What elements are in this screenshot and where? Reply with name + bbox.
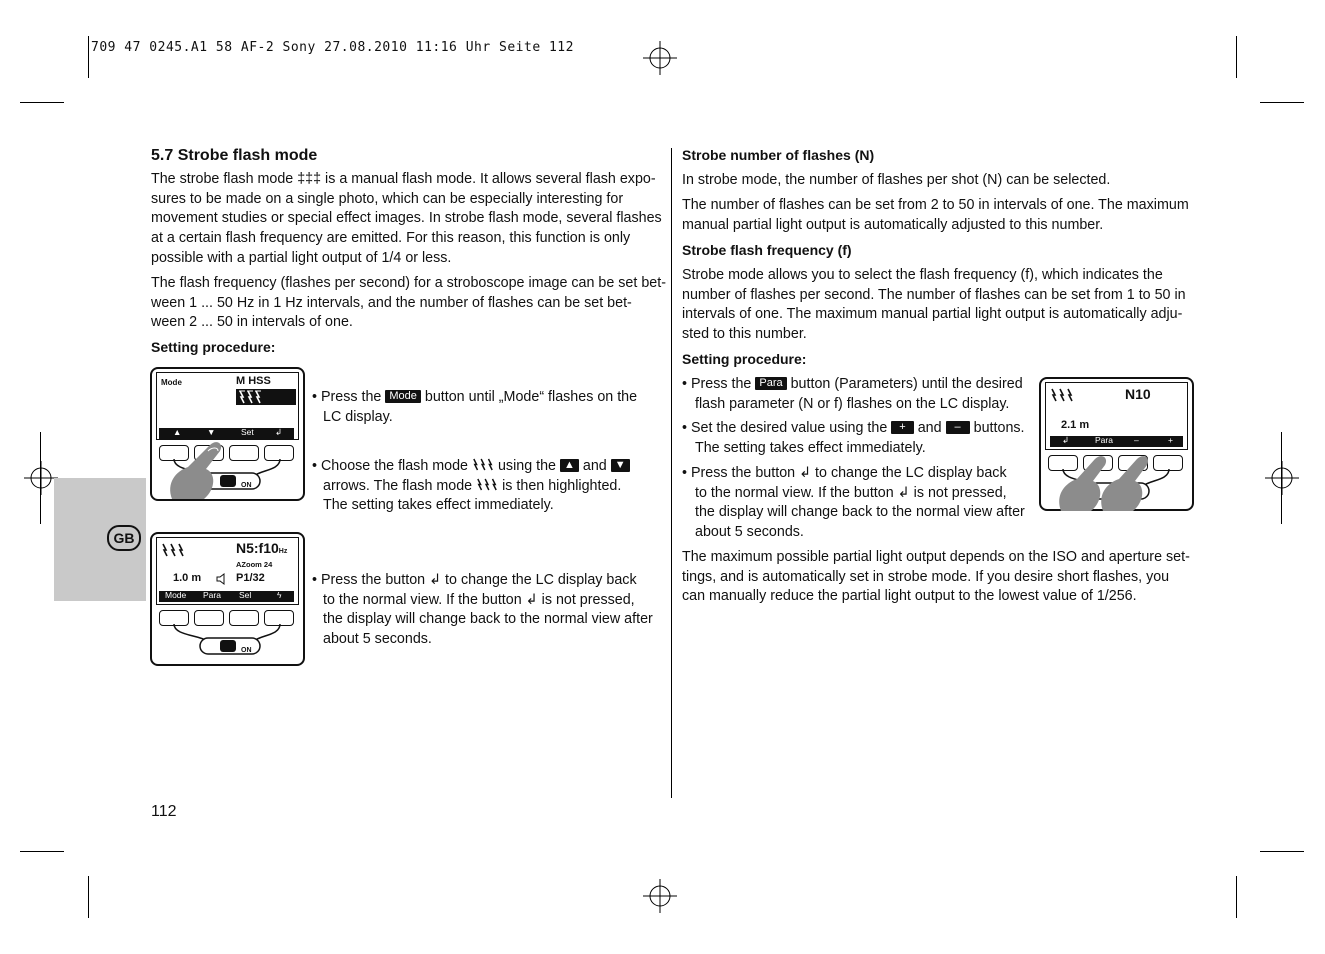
para-button-icon: Para <box>755 377 786 390</box>
bullet-return <box>312 571 667 650</box>
text-line: The strobe flash mode ‡‡‡ is a manual flash mode. It allows several flash expo- <box>151 171 656 187</box>
text: is then highlighted. <box>502 477 622 494</box>
finger-icon <box>164 439 234 501</box>
text-line: The flash frequency (flashes per second) for a stroboscope image can be set bet- <box>151 275 666 291</box>
bullet-press-para <box>682 375 1037 414</box>
lcd-sel-key-label: Sel <box>239 590 252 600</box>
bullet-choose-mode <box>312 457 667 516</box>
crop-mark <box>1281 432 1282 524</box>
registration-mark-icon <box>643 41 677 75</box>
minus-button-icon: – <box>946 421 970 434</box>
lcd-distance: 1.0 m <box>173 572 202 584</box>
paragraph: In strobe mode, the number of flashes per shot (N) can be selected. <box>682 172 1111 188</box>
text: the display will change back to the normal view after <box>695 504 1025 521</box>
on-label: ON <box>241 647 252 654</box>
text: is not pressed, <box>913 484 1007 501</box>
text: flash parameter (N or f) flashes on the LC display. <box>695 395 1010 412</box>
lcd-mhss: M HSS <box>236 375 271 387</box>
text: to the normal view. If the button <box>695 484 894 501</box>
return-icon: ↲ <box>525 591 538 608</box>
plus-icon: + <box>1168 435 1173 445</box>
fingers-icon <box>1055 449 1165 513</box>
text: • Press the button <box>312 572 426 588</box>
text: about 5 seconds. <box>695 524 804 541</box>
setting-procedure-heading: Setting procedure: <box>682 351 807 367</box>
strobe-icon <box>161 543 185 557</box>
closing-paragraph <box>682 548 1202 607</box>
crop-mark <box>40 432 41 524</box>
return-icon: ↲ <box>275 427 283 437</box>
strobe-icon <box>1050 388 1074 402</box>
minus-icon: – <box>1134 435 1139 445</box>
lcd-softkey-bar <box>159 428 294 439</box>
text: • Set the desired value using the <box>682 420 888 436</box>
language-badge: GB <box>107 525 141 551</box>
up-arrow-icon: ▲ <box>173 427 182 437</box>
lcd-screen <box>1045 382 1188 450</box>
text: is not pressed, <box>541 591 635 608</box>
text-line: sted to this number. <box>682 326 807 343</box>
lcd-azoom: AZoom 24 <box>236 560 273 569</box>
lcd-para-key-label: Para <box>203 590 221 600</box>
text-line: can manually reduce the partial light output to the lowest value of 1/256. <box>682 588 1137 605</box>
lcd-unit: Hz <box>278 548 288 555</box>
subheading-number-of-flashes: Strobe number of flashes (N) <box>682 147 875 163</box>
text: button (Parameters) until the desired <box>790 376 1023 392</box>
on-label: ON <box>241 482 252 489</box>
intro-paragraph <box>151 170 666 269</box>
lcd-panel-para <box>1039 377 1194 511</box>
down-arrow-icon: ▼ <box>207 427 216 437</box>
lcd-softkey-bar <box>1050 436 1183 447</box>
page-number: 112 <box>151 803 177 820</box>
column-divider <box>671 148 672 798</box>
text-line: possible with a partial light output of 1/4 or less. <box>151 249 452 266</box>
text: • Choose the flash mode <box>312 458 469 474</box>
return-icon: ↲ <box>1062 435 1070 445</box>
text-line: movement studies or special effect images. In strobe flash mode, several flashes <box>151 210 662 227</box>
paragraph <box>682 266 1202 345</box>
text: • Press the <box>312 389 382 405</box>
key-wiring-icon <box>160 624 295 662</box>
text-line: ween 2 ... 50 in intervals of one. <box>151 314 353 331</box>
crop-mark <box>1260 102 1304 103</box>
lcd-mode-label: Mode <box>161 378 182 387</box>
down-arrow-icon: ▼ <box>611 459 630 472</box>
bullet-press-mode <box>312 388 662 427</box>
registration-mark-icon <box>24 461 58 495</box>
lcd-power: P1/32 <box>236 572 265 584</box>
lcd-para-key-label: Para <box>1095 435 1113 445</box>
text: about 5 seconds. <box>323 631 432 648</box>
text-line: intervals of one. The maximum manual partial light output is automatically adju- <box>682 306 1183 323</box>
text: using the <box>497 458 557 474</box>
registration-mark-icon <box>1265 461 1299 495</box>
text-line: at a certain flash frequency are emitted. For this reason, this function is only <box>151 230 631 247</box>
lcd-set-label: Set <box>241 427 254 437</box>
text-line: number of flashes per second. The number of flashes can be set from 1 to 50 in <box>682 286 1186 303</box>
lcd-strobe-value-text: N5:f10 <box>236 540 279 556</box>
text-line: ween 1 ... 50 Hz in 1 Hz intervals, and the number of flashes can be set bet- <box>151 294 632 311</box>
text: • Press the button <box>682 465 796 481</box>
text: the display will change back to the normal view after <box>323 611 653 628</box>
text: LC display. <box>323 408 393 425</box>
text: button until „Mode“ flashes on the <box>424 389 638 405</box>
section-title: 5.7 Strobe flash mode <box>151 147 318 164</box>
speaker-icon <box>215 573 227 585</box>
text-line: sures to be made on a single photo, which can be especially interesting for <box>151 190 624 207</box>
crop-mark <box>20 102 64 103</box>
strobe-icon <box>238 390 264 404</box>
strobe-icon <box>472 458 494 471</box>
mode-button-icon: Mode <box>385 390 421 403</box>
up-arrow-icon: ▲ <box>560 459 579 472</box>
text: and <box>582 458 607 474</box>
bullet-set-value <box>682 419 1037 458</box>
text-line: manual partial light output is automatically adjusted to this number. <box>682 216 1104 233</box>
crop-mark <box>20 851 64 852</box>
text: The setting takes effect immediately. <box>323 497 554 514</box>
lcd-panel-mode <box>150 367 305 501</box>
plus-button-icon: + <box>891 421 913 434</box>
text: to change the LC display back <box>445 572 637 588</box>
crop-mark <box>88 876 89 918</box>
frequency-paragraph <box>151 274 666 333</box>
crop-mark <box>1236 36 1237 78</box>
lcd-panel-strobe <box>150 532 305 666</box>
text: to the normal view. If the button <box>323 591 522 608</box>
lcd-mode-key-label: Mode <box>165 590 187 600</box>
text: • Press the <box>682 376 752 392</box>
setting-procedure-heading: Setting procedure: <box>151 339 276 355</box>
text-line: The number of flashes can be set from 2 to 50 in intervals of one. The maximum <box>682 197 1189 213</box>
text: and <box>917 420 942 436</box>
text: to change the LC display back <box>815 465 1007 481</box>
text: buttons. <box>973 420 1025 436</box>
flash-icon: ϟ <box>277 590 282 600</box>
lcd-screen <box>156 537 299 605</box>
text-line: The maximum possible partial light output depends on the ISO and aperture set- <box>682 549 1190 565</box>
lcd-softkey-bar <box>159 591 294 602</box>
lcd-screen <box>156 372 299 440</box>
print-header: 709 47 0245.A1 58 AF-2 Sony 27.08.2010 11:16 Uhr Seite 112 <box>91 40 574 55</box>
bullet-return <box>682 464 1037 543</box>
lcd-n-value: N10 <box>1125 386 1151 402</box>
text-line: Strobe mode allows you to select the flash frequency (f), which indicates the <box>682 267 1163 283</box>
crop-mark <box>1260 851 1304 852</box>
return-icon: ↲ <box>799 465 812 481</box>
return-icon: ↲ <box>429 572 442 588</box>
strobe-icon <box>476 478 498 491</box>
registration-mark-icon <box>643 879 677 913</box>
return-icon: ↲ <box>897 484 910 501</box>
crop-mark <box>1236 876 1237 918</box>
lcd-strobe-value <box>236 540 287 556</box>
lcd-distance: 2.1 m <box>1061 419 1090 431</box>
crop-mark <box>88 36 89 78</box>
paragraph <box>682 196 1197 235</box>
text-line: tings, and is automatically set in strobe mode. If you desire short flashes, you <box>682 568 1170 585</box>
text: The setting takes effect immediately. <box>695 439 926 456</box>
lcd-highlight <box>236 389 296 405</box>
subheading-flash-frequency: Strobe flash frequency (f) <box>682 242 852 258</box>
text: arrows. The flash mode <box>323 477 473 494</box>
